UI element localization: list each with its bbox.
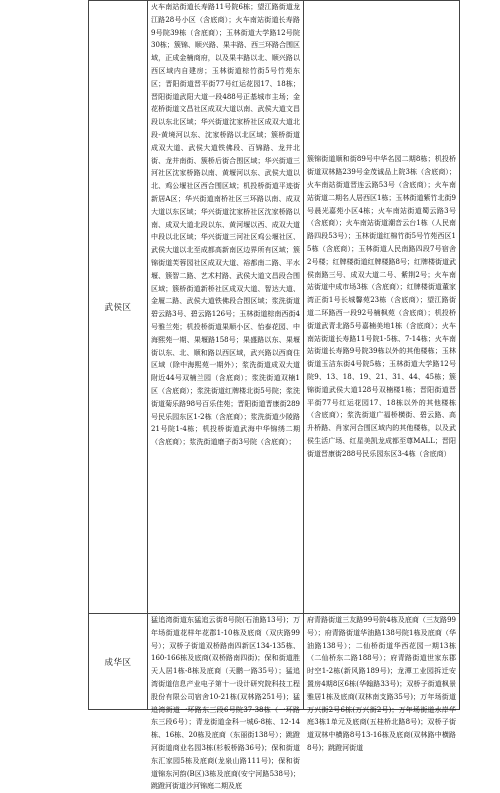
table-cell: [148, 614, 304, 791]
document-page: [88, 0, 456, 791]
district-name: 武侯区: [89, 1, 148, 614]
table-cell: [304, 1, 460, 614]
district-name: 成华区: [89, 614, 148, 710]
table-cell: [304, 614, 460, 752]
area-list-text: 猛追湾街道东猛追云街8号院(石油路13号)；万年场街道花样年花郡1-10栋及底商（双庆路99号）；双桥子街道双桥路南四新区134-135栋、160-166栋及底商(双桥路南四街)；保和街道胜天人居1栋-8栋及底商（天鹏一路35号）；猛追湾街道信息产业电子第十一设计研究院科技工程股份有限公司宿舍10-21栋(双林路251号)；猛追湾街道一环路东三段6号院37-38栋（一环路东三段6号）；青龙街道金科一城6-8栋、12-14栋、16栋、20栋及底商（东丽街138号）；跳蹬河街道商业名园3栋(杉板桥路36号)；保和街道东汇家园5栋及底商(龙泉山路111号)；保和街道锦东河韵(B区)3栋及底商(安宁河路538号)；跳蹬河街道沙河锦庭二期及底: [151, 616, 300, 791]
area-list-text: 府青路街道三友路99号院4栋及底商（三友路99号）；府青路街道华油路138号院1栋及底商（华油路138号）；二仙桥街道华西花园一期13栋（二仙桥东二路188号）；府青路街道世家东郡时空1-2栋(新风路189号)；龙潭工业园拆迁安置房4期8区6栋(华翰路33号)；双桥子街道枫景雅居1栋及底商(双林南支路35号)；万年场街道万兴街2号6栋(万兴街2号)；万年场街道水岸华庭3栋1单元及底商(五桂桥北路8号)；双桥子街道双林中横路8号13-16栋及底商(双林路中横路8号)；跳蹬河街道: [307, 616, 456, 752]
table-row: [89, 1, 460, 614]
table-row: [89, 614, 460, 710]
district-table: [88, 0, 460, 791]
area-list-text: 火车南站街道长寿路11号院6栋；望江路街道龙江路28号小区（含底商）；火车南站街道长寿路9号院39栋（含底商）；玉林街道大学路12号院30栋；簇锦、顺兴路、果丰路、西三环路合围区域，正成金楠商府，以及果丰路以北、顺兴路以西区域内自建房；玉林街道棕竹街5号竹苑东区；晋阳街道晋平街77号红运花园17、18栋；晋阳街道武阳大道一段488号正基城市主场；金花桥街道文昌社区成双大道以南、武侯大道文昌段以东北区域；华兴街道沈家桥社区成双大道北段-黄境河以东、沈家桥路以北区域；簇桥街道成双大道、武侯大道铁佛段、百锦路、龙井北街、龙井南街、簇桥后街合围区域；华兴街道三河社区沈家桥路以南、黄堰河以东、武侯大道以北、鸡公堰社区西合围区域；机投桥街道平迹街新居A区；华兴街道南桥社区三环路以南、成双大道以东区域；华兴街道沈家桥社区沈家桥路以南、成双大道北段以东、黄河堰以西、成双大道中段以北区域；华兴街道三河社区鸡公堰社区、武侯大道以北至成都高新南区边界所有区域；簇锦街道芙蓉园社区成双大道、裕都南二路、平水堰、簇智二路、艺术村路、武侯大道文昌段合围区域；簇桥街道新桥社区成双大道、智达大道、金履二路、武侯大道铁佛段合围区域；浆洗街道碧云路3号、碧云路126号；玉林街道棕南西街4号雅兰苑；机投桥街道果顺小区、怡泰花园、中海熙苑一期、果堰路158号；果盛路以东、果堰街以东、北、顺和路以西区域，武兴路以西商住区域（除中海熙苑一期外）；浆洗街道成双大道附近44号双楠兰园（含底商）；浆洗街道双楠1区（含底商）；浆洗街道红牌楼北街5号院；浆洗街道菊乐路98号百乐佳苑；晋阳街道晋康街289号民乐园东区1-2栋（含底商）；浆洗街道少陵路21号院1-4栋；机投桥街道武海中华锦绣二期（含底商）；浆洗街道磨子街3号院（含底商）；: [151, 3, 300, 447]
table-cell: [148, 1, 304, 614]
area-list-text: 簇锦街道顺和街89号中华名园二期8栋；机投桥街道双林路239号金茂诚品上院3栋（含底商）；火车南站街道晋连云路53号（含底商）；火车南站街道二期名人居西区1栋；玉林街道紫竹北街9号晨光嘉苑小区4栋；火车南站街道蜀云路3号（含底商）；火车南站街道潮音云台1栋（人民南路四段53号）；玉林街道红棉竹街5号竹苑西区15栋（含底商）；玉林街道人民南路四段7号宿舍2号楼；红牌楼街道红牌楼路8号；红牌楼街道武侯南路三号、成双大道二号、紫荆2号；火车南站街道中成市场3栋（含底商）；红牌楼街道董家湾正街1号长城馨苑23栋（含底商）；望江路街道二环路西一段92号楠枫苑（含底商）；机投桥街道武青北路5号嘉楠美地1栋（含底商）；火车南站街道长寿路11号院1-5栋、7-14栋；火车南站街道长寿路9号院39栋以外的其他楼栋；玉林街道玉洁东街4号院5栋；玉林街道大学路12号院9、13、18、19、21、31、44、45栋；簇锦街道武侯大道128号双楠楼1栋；晋阳街道晋平街77号红运花园17、18栋以外的其他楼栋（含底商）；浆洗街道广福桥横街、碧云路、高升桥路、肖家河合围区域内的其他楼栋，以及武侯生活广场、红星美凯龙成都至尊MALL；晋阳街道晋康街288号民乐园东区3-4栋（含底商）: [307, 155, 456, 458]
